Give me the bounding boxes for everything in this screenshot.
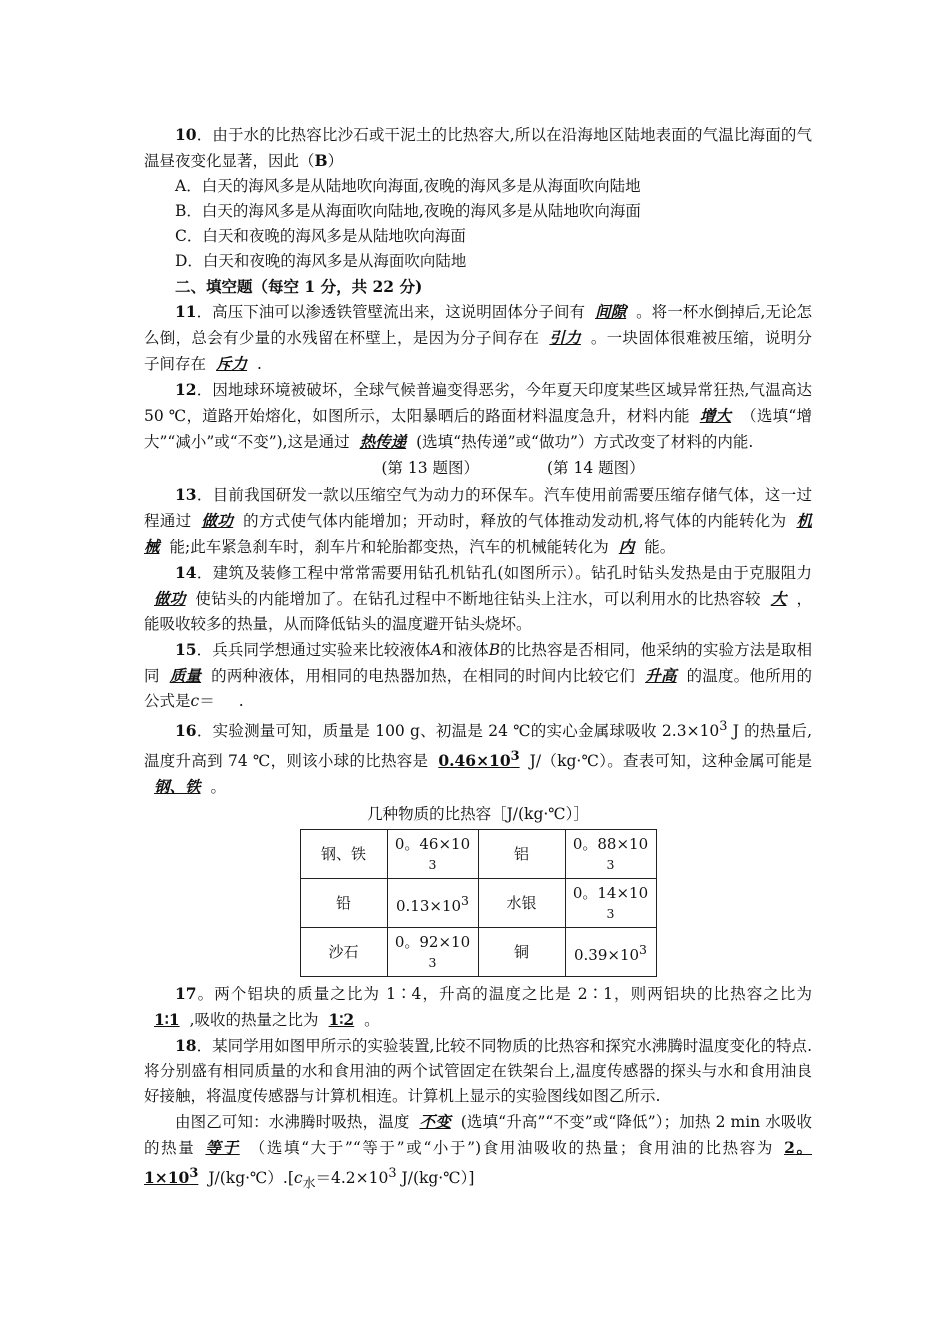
table-row bbox=[300, 879, 656, 928]
table-cell: 水银 bbox=[478, 879, 565, 928]
answer-choice: B bbox=[314, 151, 328, 170]
question-text: J/(kg·℃）.[ bbox=[208, 1169, 294, 1188]
question-text: ．高压下油可以渗透铁管壁流出来，这说明固体分子间有 bbox=[196, 303, 586, 321]
table-cell: 铜 bbox=[478, 928, 565, 977]
question-text: 。 bbox=[210, 778, 227, 797]
question-text: ，能吸收较多的热量，从而降低钻头的温度避开钻头烧坏。 bbox=[144, 590, 812, 633]
question-13 bbox=[144, 482, 812, 560]
question-text: 。将一杯水倒掉后,无论怎么倒，总会有少量的水残留在杯壁上，是因为分子间存在 bbox=[144, 303, 812, 347]
answer-blank: 内 bbox=[618, 537, 635, 556]
table-cell bbox=[565, 879, 656, 928]
question-text: （选填“大于”“等于”或“小于”)食用油吸收的热量；食用油的比热容为 bbox=[249, 1139, 775, 1158]
exponent: 3 bbox=[639, 941, 647, 957]
answer-value: 0.46×10 bbox=[438, 751, 511, 771]
answer-blank: 不变 bbox=[419, 1112, 451, 1132]
subscript: 水 bbox=[302, 1176, 316, 1192]
question-text: J/(kg·℃）] bbox=[396, 1169, 475, 1188]
question-text: ．兵兵同学想通过实验来比较液体 bbox=[196, 641, 431, 659]
exponent: 3 bbox=[606, 856, 615, 872]
cell-value: 0。88×10 bbox=[572, 834, 649, 853]
table-cell bbox=[387, 879, 478, 928]
variable-c: c bbox=[293, 1169, 303, 1188]
question-number: 11 bbox=[175, 302, 197, 321]
cell-value: 0。46×10 bbox=[394, 834, 471, 853]
question-text: ．实验测量可知，质量是 100 g、初温是 24 ℃的实心金属球吸收 2.3×10 bbox=[196, 722, 720, 741]
question-text: ,吸收的热量之比为 bbox=[189, 1011, 319, 1030]
question-14 bbox=[144, 560, 812, 637]
section-heading: 二、填空题（每空 1 分，共 22 分) bbox=[175, 277, 423, 296]
question-number: 14 bbox=[175, 563, 197, 582]
answer-blank: 增大 bbox=[699, 406, 732, 425]
cell-value: 0。92×10 bbox=[394, 932, 471, 951]
question-number: 16 bbox=[175, 721, 197, 741]
superscript: 3 bbox=[189, 1166, 199, 1182]
variable-c: c bbox=[190, 692, 200, 710]
question-15 bbox=[144, 637, 812, 714]
question-12 bbox=[144, 377, 812, 455]
table-cell bbox=[387, 830, 478, 879]
figure-caption-13: (第 13 题图） bbox=[381, 459, 479, 477]
question-number: 13 bbox=[175, 485, 197, 504]
question-text: ．建筑及装修工程中常常需要用钻孔机钻孔(如图所示）。钻孔时钻头发热是由于克服阻力 bbox=[196, 564, 812, 582]
question-text: ．某同学用如图甲所示的实验装置,比较不同物质的比热容和探究水沸腾时温度变化的特点.将分别盛有相同质量的水和食用油的两个试管固定在铁架台上,温度传感器的探头与水和食用油良好接触，将温度传感器与计算机相连。计算机上显示的实验图线如图乙所示. bbox=[144, 1037, 812, 1106]
question-text: 。一块固体很难被压缩，说明分子间存在 bbox=[144, 329, 812, 373]
answer-blank: 升高 bbox=[645, 666, 677, 685]
answer-blank: 等于 bbox=[205, 1138, 240, 1158]
question-10 bbox=[144, 122, 812, 174]
question-text: 。两个铝块的质量之比为 1∶4，升高的温度之比是 2∶1，则两铝块的比热容之比为 bbox=[196, 985, 812, 1004]
question-16 bbox=[144, 714, 812, 800]
exponent: 3 bbox=[606, 905, 615, 921]
superscript: 3 bbox=[388, 1166, 397, 1182]
question-text: 和液体 bbox=[441, 641, 489, 659]
question-text: （选填“增大”“减小”或“不变”),这是通过 bbox=[144, 407, 812, 451]
answer-blank: 质量 bbox=[169, 666, 202, 685]
question-number: 12 bbox=[175, 380, 197, 399]
question-number: 17 bbox=[175, 984, 197, 1004]
answer-blank: 做功 bbox=[201, 511, 234, 530]
question-text: 的两种液体，用相同的电热器加热，在相同的时间内比较它们 bbox=[211, 667, 636, 685]
question-18 bbox=[144, 1033, 812, 1109]
answer-blank: 引力 bbox=[549, 328, 581, 347]
superscript: 3 bbox=[719, 719, 728, 734]
question-text: ．目前我国研发一款以压缩空气为动力的环保车。汽车使用前需要压缩存储气体，这一过程通过 bbox=[144, 486, 812, 530]
table-cell: 铅 bbox=[300, 879, 387, 928]
table-cell bbox=[387, 928, 478, 977]
question-text: . bbox=[238, 692, 244, 710]
answer-value: 2。1×10 bbox=[144, 1138, 812, 1188]
question-text: 的温度。他所用的公式是 bbox=[144, 667, 812, 710]
table-cell bbox=[565, 830, 656, 879]
answer-blank: 间隙 bbox=[595, 302, 627, 321]
answer-blank bbox=[428, 751, 529, 770]
empty-blank bbox=[215, 692, 239, 710]
variable-b: B bbox=[488, 641, 501, 659]
question-text: ．因地球环境被破坏，全球气候普遍变得恶劣，今年夏天印度某些区域异常狂热,气温高达 50 ℃，道路开始熔化，如图所示，太阳暴晒后的路面材料温度急升，材料内能 bbox=[144, 381, 812, 425]
question-text: (选填“升高”“不变”或“降低”）；加热 2 min 水吸收的热量 bbox=[144, 1113, 812, 1158]
table-cell: 钢、铁 bbox=[300, 830, 387, 879]
question-text: 能。 bbox=[644, 538, 676, 556]
answer-blank: 机械 bbox=[144, 511, 812, 556]
answer-blank: 热传递 bbox=[359, 432, 407, 451]
answer-blank: 1∶1 bbox=[154, 1010, 180, 1030]
question-text: 的方式使气体内能增加；开动时，释放的气体推动发动机,将气体的内能转化为 bbox=[243, 512, 787, 530]
question-text: ＝4.2×10 bbox=[315, 1169, 389, 1188]
option-d: D．白天和夜晚的海风多是从海面吹向陆地 bbox=[175, 252, 467, 270]
question-text: J 的热量后,温度升高到 74 ℃，则该小球的比热容是 bbox=[144, 722, 812, 771]
question-text: . bbox=[257, 355, 262, 373]
specific-heat-table bbox=[300, 829, 657, 977]
exponent: 3 bbox=[428, 954, 437, 970]
question-17 bbox=[144, 981, 812, 1033]
question-text: 的比热容是否相同，他采纳的实验方法是取相同 bbox=[144, 641, 812, 685]
exponent: 3 bbox=[461, 892, 469, 908]
table-cell bbox=[565, 928, 656, 977]
answer-blank: 斥力 bbox=[216, 354, 248, 373]
table-row bbox=[300, 830, 656, 879]
question-number: 15 bbox=[175, 640, 197, 659]
question-number: 18 bbox=[175, 1036, 197, 1056]
figure-captions bbox=[144, 456, 812, 481]
answer-blank: 做功 bbox=[154, 589, 186, 608]
option-c: C．白天和夜晚的海风多是从陆地吹向海面 bbox=[175, 227, 466, 245]
option-a: A．白天的海风多是从陆地吹向海面,夜晚的海风多是从海面吹向陆地 bbox=[175, 177, 641, 195]
cell-value: 0.13×10 bbox=[395, 896, 462, 915]
question-text: 使钻头的内能增加了。在钻孔过程中不断地往钻头上注水，可以利用水的比热容较 bbox=[195, 590, 761, 608]
question-text: 。 bbox=[364, 1011, 380, 1030]
question-18-part2 bbox=[144, 1109, 812, 1196]
answer-blank: 1∶2 bbox=[328, 1010, 355, 1030]
answer-blank: 大 bbox=[770, 589, 787, 608]
cell-value: 0.39×10 bbox=[573, 945, 640, 964]
question-text: (选填“热传递”或“做功”）方式改变了材料的内能. bbox=[416, 433, 754, 451]
option-b: B．白天的海风多是从海面吹向陆地,夜晚的海风多是从陆地吹向海面 bbox=[175, 202, 641, 220]
answer-blank: 钢、铁 bbox=[154, 777, 201, 797]
table-cell: 沙石 bbox=[300, 928, 387, 977]
superscript: 3 bbox=[510, 749, 520, 765]
question-text: 由图乙可知：水沸腾时吸热，温度 bbox=[175, 1113, 410, 1132]
question-text: ．由于水的比热容比沙石或干泥土的比热容大,所以在沿海地区陆地表面的气温比海面的气温昼夜变化显著，因此（ bbox=[144, 126, 812, 170]
question-number: 10 bbox=[175, 125, 197, 144]
cell-value: 0。14×10 bbox=[572, 883, 649, 902]
page-content bbox=[144, 122, 812, 1197]
variable-a: A bbox=[430, 641, 442, 659]
exponent: 3 bbox=[428, 856, 437, 872]
table-caption: 几种物质的比热容［J/(kg·℃）］ bbox=[367, 805, 589, 824]
table-row bbox=[300, 928, 656, 977]
question-text: ） bbox=[327, 152, 344, 170]
table-cell: 铝 bbox=[478, 830, 565, 879]
question-text: 能;此车紧急刹车时，刹车片和轮胎都变热，汽车的机械能转化为 bbox=[169, 538, 609, 556]
question-text: J/（kg·℃）。查表可知，这种金属可能是 bbox=[529, 752, 812, 771]
question-text: ＝ bbox=[199, 692, 215, 710]
figure-caption-14: (第 14 题图） bbox=[547, 459, 645, 477]
question-11 bbox=[144, 299, 812, 377]
